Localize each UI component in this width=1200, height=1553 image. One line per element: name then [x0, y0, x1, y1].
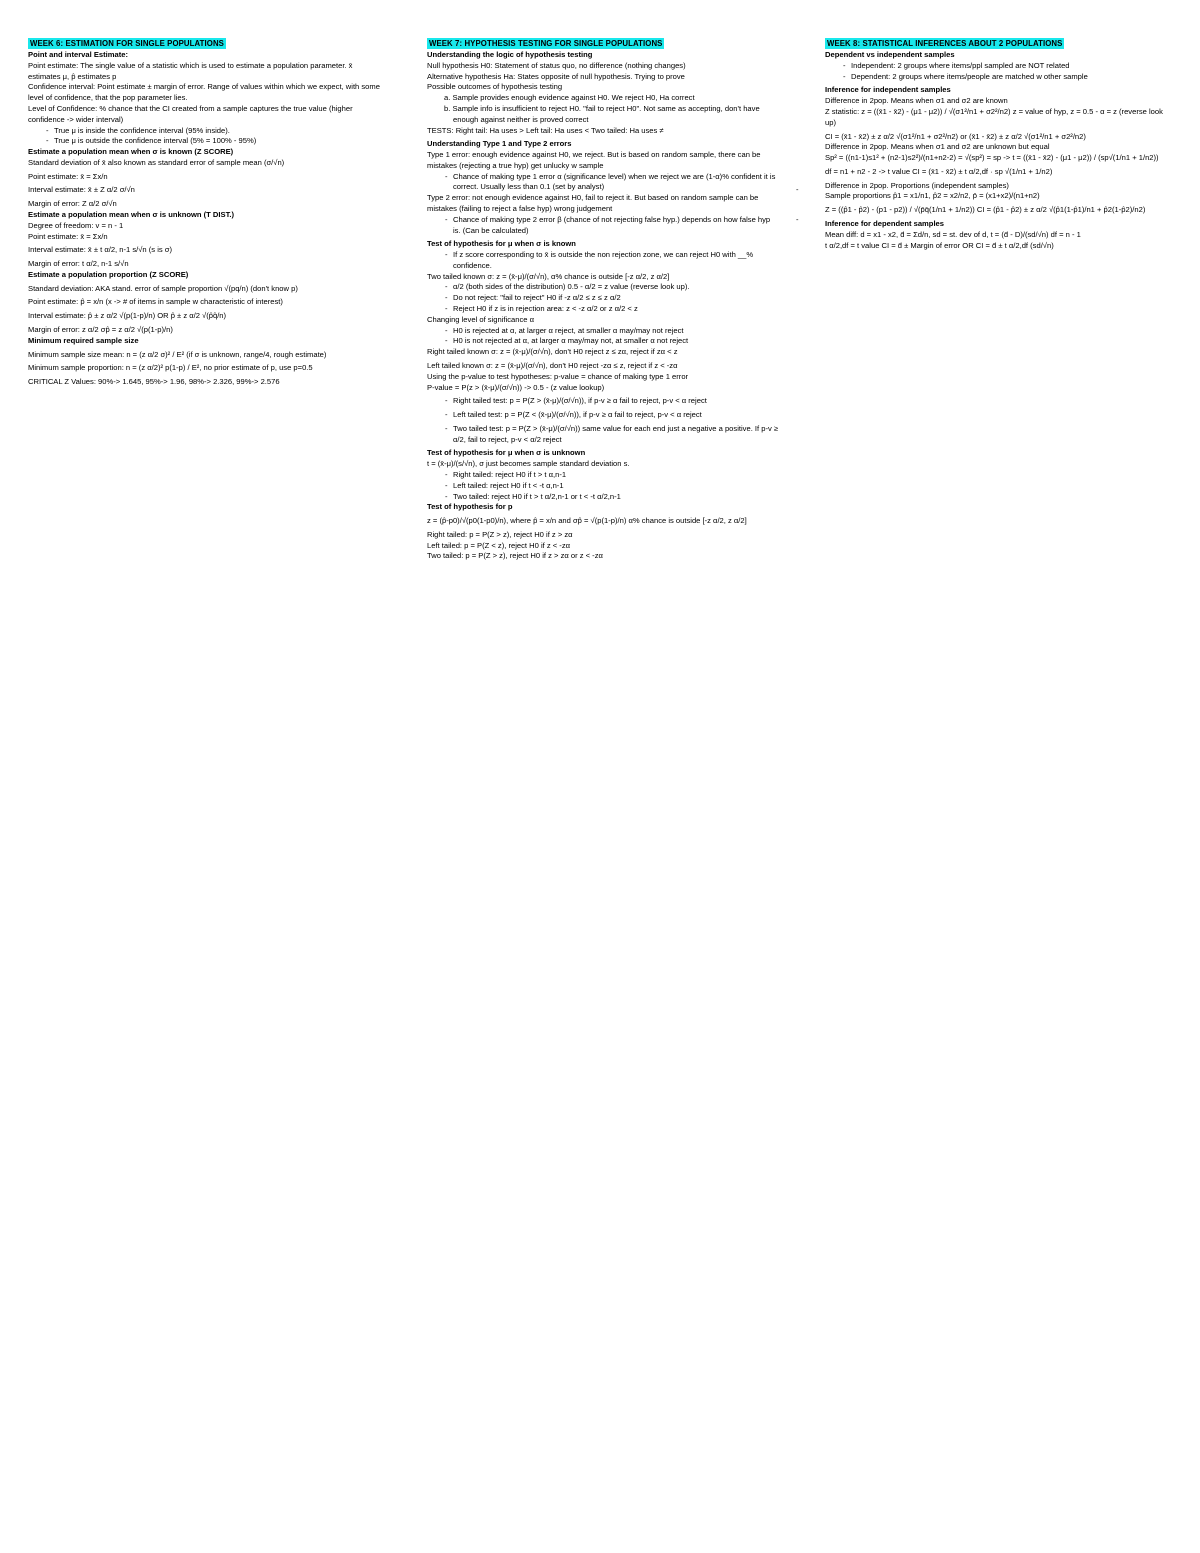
note-line: Margin of error: Z α/2 σ/√n [28, 199, 117, 209]
week-8-body [825, 50, 1170, 251]
note-line: Inference for independent samples [825, 85, 951, 95]
note-line: Standard deviation of x̄ also known as standard error of sample mean (σ/√n) [28, 157, 285, 167]
note-line: - Chance of making type 2 error β (chance of not rejecting false hyp.) depends on how false hyp is. (Can be calculated) [427, 215, 779, 237]
note-line: - Left tailed test: p = P(Z < (x̄-μ)/(σ/√n)), if p-v ≥ α fail to reject, p-v < α reject [427, 410, 779, 421]
note-line: Type 2 error: not enough evidence against H0, fail to reject it. But based on random sample can be mistakes (failing to reject a false hyp) wrong judgement [427, 193, 759, 213]
week-6-heading: WEEK 6: ESTIMATION FOR SINGLE POPULATIONS [30, 39, 224, 48]
margin-dash-mark: - [796, 185, 799, 194]
note-line: Point estimate: x̄ = Σx/n [28, 171, 108, 181]
note-line: Estimate a population mean when σ is known (Z SCORE) [28, 147, 234, 157]
note-line: Understanding Type 1 and Type 2 errors [427, 139, 572, 149]
note-line: Interval estimate: x̄ ± Z α/2 σ/√n [28, 185, 135, 195]
note-line: Point estimate: x̄ = Σx/n [28, 231, 108, 241]
note-line: Estimate a population proportion (Z SCORE) [28, 269, 189, 279]
note-line: - Two tailed test: p = P(Z > (x̄-μ)/(σ/√n)) same value for each end just a negative a positive. If p-v ≥ α/2, fail to reject, p-v < α/2 reject [427, 424, 779, 446]
note-line: CI = (x̄1 - x̄2) ± z α/2 √(σ1²/n1 + σ2²/n2) or (x̄1 - x̄2) ± z α/2 √(σ1²/n1 + σ2²/n2) [825, 131, 1086, 141]
note-line: Level of Confidence: % chance that the CI created from a sample captures the true value (higher confidence -> wider interval) [28, 103, 353, 124]
note-line: - Right tailed test: p = P(Z > (x̄-μ)/(σ/√n)), if p-v ≥ α fail to reject, p-v < α reject [427, 396, 779, 407]
margin-dash-mark: - [796, 215, 799, 224]
note-line: - H0 is not rejected at α, at larger α may/may not, at smaller α not reject [427, 336, 779, 347]
note-line: Dependent vs independent samples [825, 50, 955, 60]
week-6-body [28, 50, 380, 388]
week-7-heading: WEEK 7: HYPOTHESIS TESTING FOR SINGLE POPULATIONS [429, 39, 663, 48]
note-line: Using the p-value to test hypotheses: p-value = chance of making type 1 error [427, 371, 689, 381]
note-line: - True μ is outside the confidence interval (5% = 100% - 95%) [28, 136, 380, 147]
note-line: Confidence interval: Point estimate ± margin of error. Range of values within which we expect, with some level of confidence, that the pop parameter lies. [28, 82, 380, 103]
note-line: t α/2,df = t value CI = d̄ ± Margin of error OR CI = d̄ ± t α/2,df (sd/√n) [825, 240, 1054, 250]
note-line: Two tailed: p = P(Z > z), reject H0 if z > zα or z < -zα [427, 551, 603, 561]
note-line: P-value = P(z > (x̄-μ)/(σ/√n)) -> 0.5 - (z value lookup) [427, 382, 605, 392]
column-week-6 [28, 38, 380, 388]
note-line: Type 1 error: enough evidence against H0, we reject. But is based on random sample, there can be mistakes (rejecting a true hyp) get unlucky w sample [427, 150, 761, 170]
column-week-8 [825, 38, 1170, 251]
note-line: b. Sample info is insufficient to reject H0. "fail to reject H0". Not same as accepting, don't have enough against neither is proved correct [444, 103, 760, 124]
column-week-7 [427, 38, 779, 562]
note-line: Estimate a population mean when σ is unknown (T DIST.) [28, 210, 235, 219]
note-line: Test of hypothesis for μ when σ is unknown [427, 448, 586, 458]
note-line: Left tailed known σ: z = (x̄-μ)/(σ/√n), don't H0 reject -zα ≤ z, reject if z < -zα [427, 360, 678, 370]
note-line: Sample proportions p̂1 = x1/n1, p̂2 = x2/n2, p̄ = (x1+x2)/(n1+n2) [825, 191, 1040, 201]
week-8-heading: WEEK 8: STATISTICAL INFERENCES ABOUT 2 POPULATIONS [827, 39, 1063, 48]
note-line: - If z score corresponding to x̄ is outside the non rejection zone, we can reject H0 with __% confidence. [427, 250, 779, 272]
note-line: - Chance of making type 1 error α (significance level) when we reject we are (1-α)% confident it is correct. Usually less than 0.1 (set by analyst) [427, 172, 779, 194]
note-line: Test of hypothesis for p [427, 502, 513, 512]
note-line: Z = ((p̂1 - p̂2) - (p1 - p2)) / √(p̄q̄(1/n1 + 1/n2)) CI = (p̂1 - p̂2) ± z α/2 √(p̂1(1-p̂1)/n1 + p̂2(1-p̂2)/n2) [825, 205, 1146, 215]
note-line: Possible outcomes of hypothesis testing [427, 82, 563, 92]
note-line: a. Sample provides enough evidence against H0. We reject H0, Ha correct [444, 93, 695, 103]
note-line: Degree of freedom: v = n - 1 [28, 220, 124, 230]
note-line: df = n1 + n2 - 2 -> t value CI = (x̄1 - x̄2) ± t α/2,df · sp √(1/n1 + 1/n2) [825, 166, 1053, 176]
note-line: - Do not reject: "fail to reject" H0 if -z α/2 ≤ z ≤ z α/2 [427, 293, 779, 304]
note-line: Changing level of significance α [427, 314, 534, 324]
note-line: Minimum sample proportion: n = (z α/2)² p(1-p) / E², no prior estimate of p, use p=0.5 [28, 363, 313, 373]
note-line: Interval estimate: p̂ ± z α/2 √(p(1-p)/n) OR p̂ ± z α/2 √(p̂q̂/n) [28, 311, 227, 321]
note-line: Sp² = ((n1-1)s1² + (n2-1)s2²)/(n1+n2-2) = √(sp²) = sp -> t = ((x̄1 - x̄2) - (μ1 - μ2)) / (sp√(1/n1 + 1/n2)) [825, 153, 1159, 163]
note-line: Minimum sample size mean: n = (z α/2 σ)² / E² (if σ is unknown, range/4, rough estimate) [28, 349, 327, 359]
note-line: Margin of error: t α/2, n-1 s/√n [28, 259, 129, 269]
note-line: Minimum required sample size [28, 335, 139, 345]
note-line: - Reject H0 if z is in rejection area: z < -z α/2 or z α/2 < z [427, 304, 779, 315]
note-line: Test of hypothesis for μ when σ is known [427, 239, 576, 249]
note-line: Margin of error: z α/2 σp̂ = z α/2 √(p(1-p)/n) [28, 325, 173, 335]
note-line: Right tailed: p = P(Z > z), reject H0 if z > zα [427, 529, 573, 539]
note-line: Two tailed known σ: z = (x̄-μ)/(σ/√n), α% chance is outside [-z α/2, z α/2] [427, 271, 670, 281]
note-line: Inference for dependent samples [825, 219, 945, 228]
note-line: Interval estimate: x̄ ± t α/2, n-1 s/√n (s is σ) [28, 245, 173, 255]
note-line: Difference in 2pop. Means when σ1 and σ2 are unknown but equal [825, 142, 1050, 152]
note-line: CRITICAL Z Values: 90%-> 1.645, 95%-> 1.96, 98%-> 2.326, 99%-> 2.576 [28, 377, 280, 387]
note-line: Null hypothesis H0: Statement of status quo, no difference (nothing changes) [427, 60, 686, 70]
note-line: Understanding the logic of hypothesis testing [427, 50, 593, 60]
note-line: t = (x̄-μ)/(s/√n), σ just becomes sample standard deviation s. [427, 459, 630, 469]
note-line: - Dependent: 2 groups where items/people are matched w other sample [825, 72, 1170, 83]
note-line: TESTS: Right tail: Ha uses > Left tail: Ha uses < Two tailed: Ha uses ≠ [427, 125, 664, 135]
note-line: Left tailed: p = P(Z < z), reject H0 if z < -zα [427, 540, 571, 550]
note-line: - H0 is rejected at α, at larger α reject, at smaller α may/may not reject [427, 326, 779, 337]
note-line: Alternative hypothesis Ha: States opposite of null hypothesis. Trying to prove [427, 71, 685, 81]
note-line: - Left tailed: reject H0 if t < -t α,n-1 [427, 481, 779, 492]
note-line: - Right tailed: reject H0 if t > t α,n-1 [427, 470, 779, 481]
week-7-body [427, 50, 779, 562]
note-line: - α/2 (both sides of the distribution) 0.5 - α/2 = z value (reverse look up). [427, 282, 779, 293]
note-line: - Two tailed: reject H0 if t > t α/2,n-1 or t < -t α/2,n-1 [427, 492, 779, 503]
note-line: - True μ is inside the confidence interval (95% inside). [28, 126, 380, 137]
note-line: Standard deviation: AKA stand. error of sample proportion √(pq/n) (don't know p) [28, 283, 298, 293]
note-line: - Independent: 2 groups where items/ppl sampled are NOT related [825, 61, 1170, 72]
note-line: Z statistic: z = ((x̄1 - x̄2) - (μ1 - μ2)) / √(σ1²/n1 + σ2²/n2) z = value of hyp, z = 0.5 - α = z (reverse look up) [825, 106, 1163, 127]
note-line: z = (p̂-p0)/√(p0(1-p0)/n), where p̂ = x/n and σp̂ = √(p(1-p)/n) α% chance is outside [-z α/2, z α/2] [427, 516, 747, 526]
note-line: Mean diff: d = x1 - x2, d̄ = Σd/n, sd = st. dev of d, t = (d̄ - D)/(sd/√n) df = n - 1 [825, 229, 1081, 239]
note-line: Point estimate: p̂ = x/n (x -> # of items in sample w characteristic of interest) [28, 297, 283, 307]
note-line: Point and interval Estimate: [28, 50, 129, 60]
note-line: Difference in 2pop. Proportions (independent samples) [825, 180, 1009, 190]
note-line: Right tailed known σ: z = (x̄-μ)/(σ/√n), don't H0 reject z ≤ zα, reject if zα < z [427, 347, 678, 357]
note-line: Point estimate: The single value of a statistic which is used to estimate a population parameter. x̄ estimates μ, p̂ estimates p [28, 60, 353, 81]
note-line: Difference in 2pop. Means when σ1 and σ2 are known [825, 96, 1008, 106]
